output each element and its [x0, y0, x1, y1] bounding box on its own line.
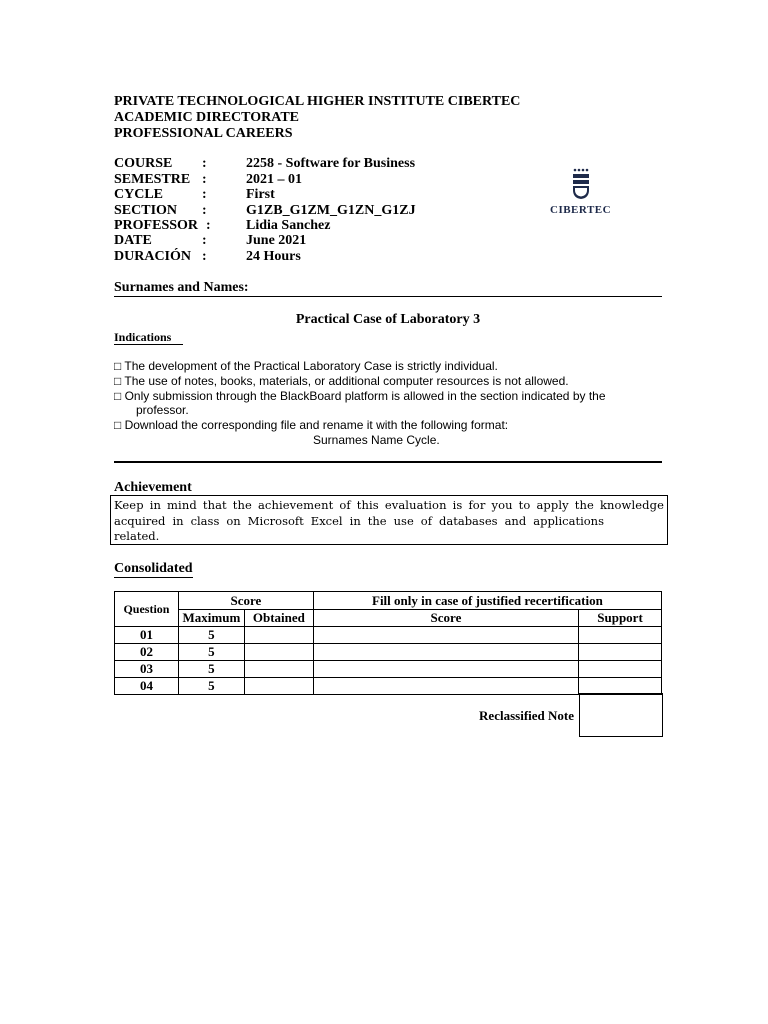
- indication-item: □ Only submission through the BlackBoard platform is allowed in the section indicated by the: [114, 389, 606, 403]
- table-subheader-row: [115, 610, 662, 627]
- meta-key: SEMESTRE: [114, 172, 191, 187]
- question-number: 01: [115, 627, 179, 644]
- meta-sep: :: [202, 203, 207, 218]
- achievement-title: Achievement: [114, 480, 192, 495]
- header-line-2: ACADEMIC DIRECTORATE: [114, 110, 300, 125]
- meta-sep: :: [202, 233, 207, 248]
- meta-key: PROFESSOR: [114, 218, 199, 233]
- header-recert-score: Score: [313, 610, 578, 627]
- shield-icon: [548, 166, 614, 202]
- meta-sep: :: [202, 172, 207, 187]
- achievement-line-1: Keep in mind that the achievement of this evaluation is for you to apply the knowledge: [114, 498, 664, 512]
- meta-value: 24 Hours: [246, 249, 301, 264]
- table-row: [115, 644, 662, 661]
- indication-item: □ The development of the Practical Laboratory Case is strictly individual.: [114, 359, 498, 373]
- indication-item: Surnames Name Cycle.: [313, 433, 440, 447]
- reclassified-label: Reclassified Note: [479, 708, 574, 723]
- surnames-label: Surnames and Names:: [114, 280, 249, 295]
- table-row: [115, 627, 662, 644]
- consolidated-table: [114, 591, 662, 695]
- indications-list: [114, 359, 644, 448]
- meta-key: COURSE: [114, 156, 173, 171]
- header-maximum: Maximum: [178, 610, 244, 627]
- question-number: 04: [115, 678, 179, 695]
- question-number: 03: [115, 661, 179, 678]
- indication-item: □ The use of notes, books, materials, or additional computer resources is not allowed.: [114, 374, 569, 388]
- support-cell[interactable]: [579, 627, 662, 644]
- obtained-cell[interactable]: [244, 661, 313, 678]
- recert-score-cell[interactable]: [313, 644, 578, 661]
- table-header-row: [115, 592, 662, 610]
- institution-header: [114, 94, 520, 142]
- meta-value: G1ZB_G1ZM_G1ZN_G1ZJ: [246, 203, 416, 218]
- meta-value: 2258 - Software for Business: [246, 156, 416, 171]
- meta-sep: :: [202, 249, 207, 264]
- section-divider: [114, 461, 662, 463]
- meta-value: June 2021: [246, 233, 307, 248]
- header-recertification: Fill only in case of justified recertification: [313, 592, 661, 610]
- consolidated-title-text: Consolidated: [114, 561, 193, 576]
- meta-value: 2021 – 01: [246, 172, 302, 187]
- logo-text: CIBERTEC: [550, 204, 612, 216]
- meta-sep: :: [202, 156, 207, 171]
- obtained-cell[interactable]: [244, 678, 313, 695]
- maximum-score: 5: [178, 644, 244, 661]
- support-cell[interactable]: [579, 644, 662, 661]
- meta-value: Lidia Sanchez: [246, 218, 331, 233]
- meta-key: SECTION: [114, 203, 178, 218]
- reclassified-note-box[interactable]: [579, 693, 663, 737]
- surnames-line: [114, 296, 662, 297]
- meta-key: DURACIÓN: [114, 249, 191, 264]
- achievement-text: [114, 498, 664, 545]
- indication-item: □ Download the corresponding file and rename it with the following format:: [114, 418, 509, 432]
- cibertec-logo: [548, 166, 614, 218]
- maximum-score: 5: [178, 661, 244, 678]
- achievement-line-2: acquired in class on Microsoft Excel in the use of databases and applications: [114, 513, 604, 528]
- header-obtained: Obtained: [244, 610, 313, 627]
- indications-title-text: Indications: [114, 330, 172, 344]
- header-score: Score: [178, 592, 313, 610]
- header-support: Support: [579, 610, 662, 627]
- table-row: [115, 678, 662, 695]
- header-question: Question: [115, 592, 179, 627]
- achievement-line-3: related.: [114, 529, 160, 543]
- support-cell[interactable]: [579, 661, 662, 678]
- header-line-3: PROFESSIONAL CAREERS: [114, 126, 293, 141]
- recert-score-cell[interactable]: [313, 661, 578, 678]
- question-number: 02: [115, 644, 179, 661]
- meta-key: CYCLE: [114, 187, 164, 202]
- meta-sep: :: [206, 218, 211, 233]
- meta-sep: :: [202, 187, 207, 202]
- obtained-cell[interactable]: [244, 644, 313, 661]
- consolidated-title: [114, 561, 193, 578]
- maximum-score: 5: [178, 678, 244, 695]
- obtained-cell[interactable]: [244, 627, 313, 644]
- header-line-1: PRIVATE TECHNOLOGICAL HIGHER INSTITUTE CIBERTEC: [114, 94, 521, 109]
- recert-score-cell[interactable]: [313, 627, 578, 644]
- meta-value: First: [246, 187, 275, 202]
- achievement-box: [110, 495, 668, 545]
- table-row: [115, 661, 662, 678]
- meta-key: DATE: [114, 233, 152, 248]
- recert-score-cell[interactable]: [313, 678, 578, 695]
- case-title: Practical Case of Laboratory 3: [295, 312, 481, 327]
- indication-item: professor.: [136, 403, 189, 417]
- indications-title: [114, 330, 183, 345]
- maximum-score: 5: [178, 627, 244, 644]
- support-cell[interactable]: [579, 678, 662, 695]
